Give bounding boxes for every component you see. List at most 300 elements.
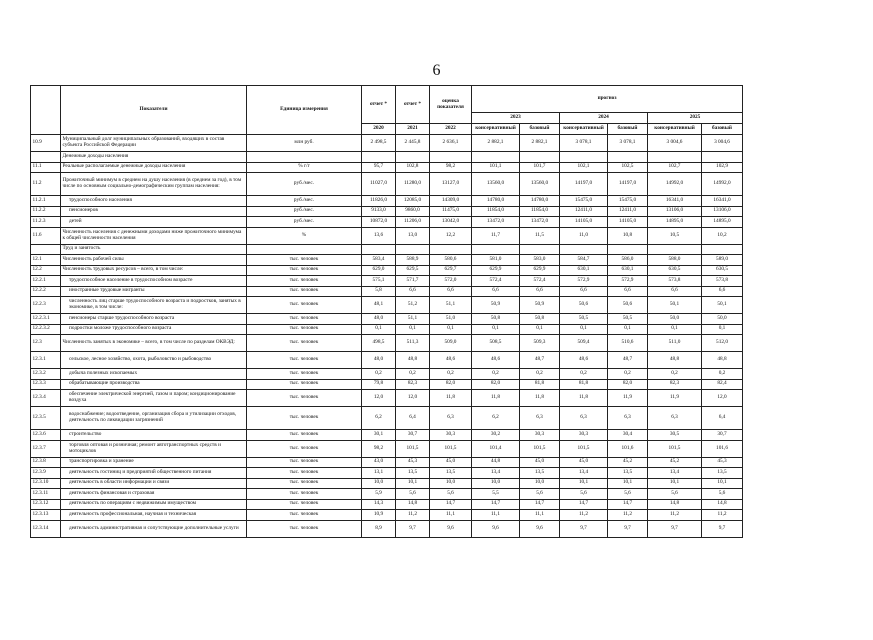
- row-value: 14,7: [560, 499, 608, 510]
- row-unit: тыс. человек: [247, 457, 362, 468]
- row-value: 50,6: [560, 297, 608, 314]
- row-value: 629,5: [396, 265, 430, 276]
- table-row: [31, 206, 743, 217]
- row-value: 11854,0: [472, 206, 520, 217]
- row-value: 584,7: [560, 255, 608, 266]
- row-value: 8,9: [362, 520, 396, 537]
- row-value: 101,7: [520, 162, 560, 173]
- table-row: [31, 520, 743, 537]
- row-value: 51,1: [396, 314, 430, 325]
- row-code: 12.3.4: [31, 390, 61, 407]
- row-value: 5,5: [472, 489, 520, 500]
- row-value: 12,0: [702, 390, 743, 407]
- row-value: 6,6: [560, 286, 608, 297]
- row-value: 10872,0: [362, 217, 396, 228]
- row-value: 571,7: [396, 276, 430, 287]
- row-value: 82,4: [702, 379, 743, 390]
- row-value: 45,0: [560, 457, 608, 468]
- row-value: 572,9: [560, 276, 608, 287]
- row-value: 12085,0: [396, 196, 430, 207]
- row-value: 13,4: [472, 468, 520, 479]
- row-unit: млн руб.: [247, 135, 362, 152]
- row-value: 14197,0: [608, 173, 648, 196]
- row-value: 5,6: [702, 489, 743, 500]
- row-unit: руб./мес.: [247, 217, 362, 228]
- table-row: [31, 324, 743, 335]
- row-value: 101,5: [430, 440, 472, 457]
- row-value: 11,2: [648, 510, 702, 521]
- row-value: 511,3: [396, 335, 430, 352]
- row-value: 0,2: [648, 369, 702, 380]
- row-value: 48,6: [430, 352, 472, 369]
- header-forecast: прогноз: [472, 86, 743, 113]
- table-row: [31, 217, 743, 228]
- row-value: 44,8: [472, 457, 520, 468]
- row-value: 9,6: [520, 520, 560, 537]
- row-code: 12.2.3.2: [31, 324, 61, 335]
- header-unit: Единица измерения: [247, 86, 362, 135]
- row-value: 30,3: [430, 430, 472, 441]
- table-row: [31, 379, 743, 390]
- row-value: 14,8: [648, 499, 702, 510]
- row-code: 12.3.10: [31, 478, 61, 489]
- table-row: [31, 276, 743, 287]
- row-value: 583,0: [520, 255, 560, 266]
- row-value: 0,2: [608, 369, 648, 380]
- row-value: 14105,0: [608, 217, 648, 228]
- row-value: 0,2: [430, 369, 472, 380]
- row-value: 11,8: [472, 390, 520, 407]
- empty-cell: [396, 152, 430, 163]
- row-indicator: численность лиц старше трудоспособного возраста и подростков, занятых в экономике, в том числе:: [61, 297, 247, 314]
- row-value: 3 004,6: [702, 135, 743, 152]
- row-code: 11.2.3: [31, 217, 61, 228]
- row-unit: руб./мес.: [247, 206, 362, 217]
- row-value: 14,8: [396, 499, 430, 510]
- row-value: 45,0: [520, 457, 560, 468]
- row-unit: тыс. человек: [247, 520, 362, 537]
- row-value: 9,7: [608, 520, 648, 537]
- row-indicator: деятельность по операциям с недвижимым имуществом: [61, 499, 247, 510]
- row-value: 13,0: [396, 227, 430, 244]
- row-value: 573,8: [702, 276, 743, 287]
- header-indicators: Показатели: [61, 86, 247, 135]
- row-value: 11,0: [560, 227, 608, 244]
- table-row: [31, 286, 743, 297]
- row-code: 12.3.5: [31, 407, 61, 430]
- row-value: 82,3: [396, 379, 430, 390]
- row-value: 630,1: [560, 265, 608, 276]
- row-value: 0,2: [472, 369, 520, 380]
- row-value: 30,5: [648, 430, 702, 441]
- row-value: 0,1: [560, 324, 608, 335]
- table-row: [31, 265, 743, 276]
- row-value: 9,7: [396, 520, 430, 537]
- row-value: 30,3: [520, 430, 560, 441]
- row-unit: тыс. человек: [247, 286, 362, 297]
- row-value: 14105,0: [560, 217, 608, 228]
- row-value: 511,0: [648, 335, 702, 352]
- row-value: 14,7: [472, 499, 520, 510]
- row-value: 98,2: [430, 162, 472, 173]
- row-value: 11027,0: [362, 173, 396, 196]
- empty-cell: [702, 152, 743, 163]
- row-unit: тыс. человек: [247, 276, 362, 287]
- table-body: [31, 135, 743, 538]
- header-report1: отчет *: [362, 86, 396, 124]
- row-value: 101,6: [608, 440, 648, 457]
- row-indicator: деятельность административная и сопутствующие дополнительные услуги: [61, 520, 247, 537]
- row-indicator: Прожиточный минимум в среднем на душу населения (в среднем за год), в том числе по основным социально-демографическим группам населения:: [61, 173, 247, 196]
- row-value: 629,9: [472, 265, 520, 276]
- row-value: 51,0: [430, 314, 472, 325]
- row-indicator: Реальные располагаемые денежные доходы населения: [61, 162, 247, 173]
- row-code: 12.2: [31, 265, 61, 276]
- row-indicator: добыча полезных ископаемых: [61, 369, 247, 380]
- header-year-2024: 2024: [560, 113, 648, 124]
- table-row: [31, 369, 743, 380]
- row-indicator: обрабатывающие производства: [61, 379, 247, 390]
- table-row: [31, 335, 743, 352]
- row-value: 9,7: [560, 520, 608, 537]
- header-year-2023: 2023: [472, 113, 560, 124]
- row-value: 0,1: [648, 324, 702, 335]
- row-value: 9,7: [648, 520, 702, 537]
- row-unit: тыс. человек: [247, 352, 362, 369]
- empty-cell: [608, 152, 648, 163]
- row-value: 45,0: [430, 457, 472, 468]
- row-indicator: обеспечение электрической энергией, газом и паром; кондиционирование воздуха: [61, 390, 247, 407]
- row-value: 11,5: [520, 227, 560, 244]
- row-value: 11,2: [608, 510, 648, 521]
- row-value: 14992,0: [702, 173, 743, 196]
- row-value: 13,5: [430, 468, 472, 479]
- table-row: [31, 489, 743, 500]
- row-indicator: деятельность гостиниц и предприятий общественного питания: [61, 468, 247, 479]
- row-indicator: деятельность профессиональная, научная и техническая: [61, 510, 247, 521]
- row-value: 51,2: [396, 297, 430, 314]
- row-code: 12.3.12: [31, 499, 61, 510]
- row-unit: тыс. человек: [247, 430, 362, 441]
- row-value: 13560,0: [520, 173, 560, 196]
- row-indicator: пенсионеров: [61, 206, 247, 217]
- row-value: 11475,0: [430, 206, 472, 217]
- row-value: 79,8: [362, 379, 396, 390]
- row-value: 102,7: [648, 162, 702, 173]
- row-value: 13127,0: [430, 173, 472, 196]
- row-code: 12.3.8: [31, 457, 61, 468]
- row-value: 30,4: [608, 430, 648, 441]
- header-year-2022: 2022: [430, 124, 472, 135]
- row-indicator: трудоспособного населения: [61, 196, 247, 207]
- empty-cell: [648, 152, 702, 163]
- row-value: 82,0: [430, 379, 472, 390]
- row-unit: тыс. человек: [247, 468, 362, 479]
- row-value: 6,2: [362, 407, 396, 430]
- row-value: 11,9: [648, 390, 702, 407]
- row-value: 12411,0: [560, 206, 608, 217]
- empty-cell: [648, 244, 702, 255]
- row-unit: тыс. человек: [247, 379, 362, 390]
- row-value: 0,1: [702, 324, 743, 335]
- row-value: 572,4: [472, 276, 520, 287]
- table-row: [31, 227, 743, 244]
- table-row: [31, 510, 743, 521]
- header-code: [31, 86, 61, 135]
- row-indicator: пенсионеры старше трудоспособного возраста: [61, 314, 247, 325]
- row-value: 14,7: [430, 499, 472, 510]
- row-value: 589,0: [702, 255, 743, 266]
- row-value: 11,1: [430, 510, 472, 521]
- row-code: 12.3.7: [31, 440, 61, 457]
- row-value: 5,9: [362, 489, 396, 500]
- row-value: 6,6: [648, 286, 702, 297]
- row-value: 6,3: [430, 407, 472, 430]
- row-value: 0,2: [362, 369, 396, 380]
- row-value: 50,1: [648, 297, 702, 314]
- row-indicator: сельское, лесное хозяйство, охота, рыболовство и рыбоводство: [61, 352, 247, 369]
- empty-cell: [247, 152, 362, 163]
- row-value: 15475,0: [608, 196, 648, 207]
- row-value: 2 445,8: [396, 135, 430, 152]
- row-value: 572,9: [608, 276, 648, 287]
- row-unit: тыс. человек: [247, 390, 362, 407]
- row-value: 30,1: [362, 430, 396, 441]
- table-row: [31, 196, 743, 207]
- row-value: 50,6: [608, 297, 648, 314]
- row-value: 586,0: [608, 255, 648, 266]
- row-code: 12.1: [31, 255, 61, 266]
- row-value: 0,2: [396, 369, 430, 380]
- row-value: 509,3: [520, 335, 560, 352]
- header-variant-base: базовый: [608, 124, 648, 135]
- row-value: 13,5: [396, 468, 430, 479]
- row-value: 5,8: [362, 286, 396, 297]
- row-unit: руб./мес.: [247, 196, 362, 207]
- row-indicator: строительство: [61, 430, 247, 441]
- row-indicator: подростки моложе трудоспособного возраста: [61, 324, 247, 335]
- row-value: 5,6: [520, 489, 560, 500]
- table-row: [31, 407, 743, 430]
- row-unit: тыс. человек: [247, 324, 362, 335]
- row-unit: тыс. человек: [247, 407, 362, 430]
- row-value: 50,8: [520, 314, 560, 325]
- row-value: 48,0: [362, 352, 396, 369]
- table-row: [31, 135, 743, 152]
- row-code: 11.2.2: [31, 206, 61, 217]
- row-code: 12.3.9: [31, 468, 61, 479]
- row-value: 81,8: [560, 379, 608, 390]
- row-code: 12.2.2: [31, 286, 61, 297]
- row-code: 12.3: [31, 335, 61, 352]
- header-variant-conservative: консервативный: [648, 124, 702, 135]
- row-value: 14895,0: [702, 217, 743, 228]
- empty-cell: [608, 244, 648, 255]
- row-value: 10,1: [608, 478, 648, 489]
- row-value: 48,6: [472, 352, 520, 369]
- table-row: [31, 173, 743, 196]
- row-value: 5,6: [396, 489, 430, 500]
- row-value: 0,2: [520, 369, 560, 380]
- row-value: 14,7: [520, 499, 560, 510]
- table-row: [31, 255, 743, 266]
- row-value: 6,2: [472, 407, 520, 430]
- row-value: 102,9: [702, 162, 743, 173]
- row-value: 101,5: [648, 440, 702, 457]
- row-value: 81,8: [520, 379, 560, 390]
- row-value: 5,6: [648, 489, 702, 500]
- empty-cell: [362, 152, 396, 163]
- row-value: 588,9: [396, 255, 430, 266]
- row-value: 0,1: [608, 324, 648, 335]
- row-value: 13,5: [702, 468, 743, 479]
- row-value: 581,0: [472, 255, 520, 266]
- row-value: 51,1: [430, 297, 472, 314]
- row-code: 12.3.3: [31, 379, 61, 390]
- row-value: 30,3: [560, 430, 608, 441]
- row-value: 11,9: [608, 390, 648, 407]
- row-value: 15475,0: [560, 196, 608, 207]
- forecast-table: [30, 85, 743, 538]
- row-value: 50,9: [520, 297, 560, 314]
- row-value: 11854,0: [520, 206, 560, 217]
- row-value: 50,0: [702, 314, 743, 325]
- row-value: 50,1: [702, 297, 743, 314]
- row-value: 5,6: [430, 489, 472, 500]
- row-value: 6,6: [608, 286, 648, 297]
- row-value: 11,2: [560, 510, 608, 521]
- row-value: 11,1: [472, 510, 520, 521]
- row-value: 6,4: [396, 407, 430, 430]
- row-value: 101,5: [396, 440, 430, 457]
- row-value: 3 078,1: [608, 135, 648, 152]
- row-unit: руб./мес.: [247, 173, 362, 196]
- row-value: 14780,0: [472, 196, 520, 207]
- row-unit: тыс. человек: [247, 440, 362, 457]
- row-value: 13,4: [648, 468, 702, 479]
- row-indicator: деятельность финансовая и страховая: [61, 489, 247, 500]
- row-value: 48,7: [608, 352, 648, 369]
- row-value: 629,9: [520, 265, 560, 276]
- row-value: 45,3: [702, 457, 743, 468]
- row-indicator: Численность занятых в экономике – всего, в том числе по разделам ОКВЭД:: [61, 335, 247, 352]
- table-row: [31, 352, 743, 369]
- header-variant-conservative: консервативный: [472, 124, 520, 135]
- row-code: 11.2.1: [31, 196, 61, 207]
- row-value: 101,5: [520, 440, 560, 457]
- section-code-cell: [31, 152, 61, 163]
- row-unit: % г/г: [247, 162, 362, 173]
- row-unit: тыс. человек: [247, 369, 362, 380]
- row-value: 101,6: [702, 440, 743, 457]
- row-value: 98,2: [362, 440, 396, 457]
- row-code: 10.9: [31, 135, 61, 152]
- row-value: 588,0: [648, 255, 702, 266]
- row-value: 9860,0: [396, 206, 430, 217]
- row-value: 12,2: [430, 227, 472, 244]
- row-code: 12.3.13: [31, 510, 61, 521]
- row-value: 10,0: [472, 478, 520, 489]
- row-value: 0,2: [702, 369, 743, 380]
- page-number: 6: [432, 62, 441, 79]
- row-value: 630,5: [648, 265, 702, 276]
- row-value: 6,3: [560, 407, 608, 430]
- row-value: 6,6: [520, 286, 560, 297]
- empty-cell: [430, 152, 472, 163]
- header-variant-conservative: консервативный: [560, 124, 608, 135]
- empty-cell: [520, 244, 560, 255]
- row-value: 6,3: [648, 407, 702, 430]
- row-value: 3 078,1: [560, 135, 608, 152]
- row-value: 102,5: [608, 162, 648, 173]
- row-value: 5,6: [608, 489, 648, 500]
- header-report2: отчет *: [396, 86, 430, 124]
- row-unit: тыс. человек: [247, 489, 362, 500]
- row-value: 82,0: [608, 379, 648, 390]
- row-value: 0,1: [520, 324, 560, 335]
- row-value: 572,0: [430, 276, 472, 287]
- row-value: 50,8: [472, 314, 520, 325]
- row-value: 48,8: [396, 352, 430, 369]
- row-value: 13472,0: [520, 217, 560, 228]
- row-code: 12.2.3: [31, 297, 61, 314]
- row-value: 0,1: [430, 324, 472, 335]
- row-value: 6,6: [430, 286, 472, 297]
- section-code-cell: [31, 244, 61, 255]
- table-row: [31, 499, 743, 510]
- row-value: 0,2: [560, 369, 608, 380]
- row-value: 3 004,6: [648, 135, 702, 152]
- row-value: 14,8: [702, 499, 743, 510]
- row-unit: %: [247, 227, 362, 244]
- section-title: Денежные доходы населения: [61, 152, 247, 163]
- row-value: 629,0: [362, 265, 396, 276]
- empty-cell: [560, 244, 608, 255]
- row-value: 509,0: [430, 335, 472, 352]
- row-code: 12.2.1: [31, 276, 61, 287]
- header-estimate: оценка показателя: [430, 86, 472, 124]
- row-value: 14992,0: [648, 173, 702, 196]
- empty-cell: [430, 244, 472, 255]
- row-value: 510,6: [608, 335, 648, 352]
- row-value: 101,4: [472, 440, 520, 457]
- row-value: 9,6: [430, 520, 472, 537]
- header-year-2020: 2020: [362, 124, 396, 135]
- empty-cell: [702, 244, 743, 255]
- row-value: 11,2: [702, 510, 743, 521]
- row-value: 9,7: [702, 520, 743, 537]
- row-value: 43,0: [362, 457, 396, 468]
- row-value: 2 882,1: [520, 135, 560, 152]
- empty-cell: [472, 244, 520, 255]
- section-title: Труд и занятость: [61, 244, 247, 255]
- row-value: 30,7: [396, 430, 430, 441]
- row-value: 10,0: [430, 478, 472, 489]
- row-indicator: иностранные трудовые мигранты: [61, 286, 247, 297]
- row-value: 13,5: [520, 468, 560, 479]
- table-row: [31, 440, 743, 457]
- row-value: 509,4: [560, 335, 608, 352]
- row-value: 2 636,1: [430, 135, 472, 152]
- row-value: 30,7: [702, 430, 743, 441]
- row-value: 14,7: [608, 499, 648, 510]
- row-value: 508,5: [472, 335, 520, 352]
- row-value: 13,5: [608, 468, 648, 479]
- row-value: 11,8: [560, 390, 608, 407]
- row-value: 6,3: [608, 407, 648, 430]
- row-value: 102,8: [396, 162, 430, 173]
- row-value: 9133,0: [362, 206, 396, 217]
